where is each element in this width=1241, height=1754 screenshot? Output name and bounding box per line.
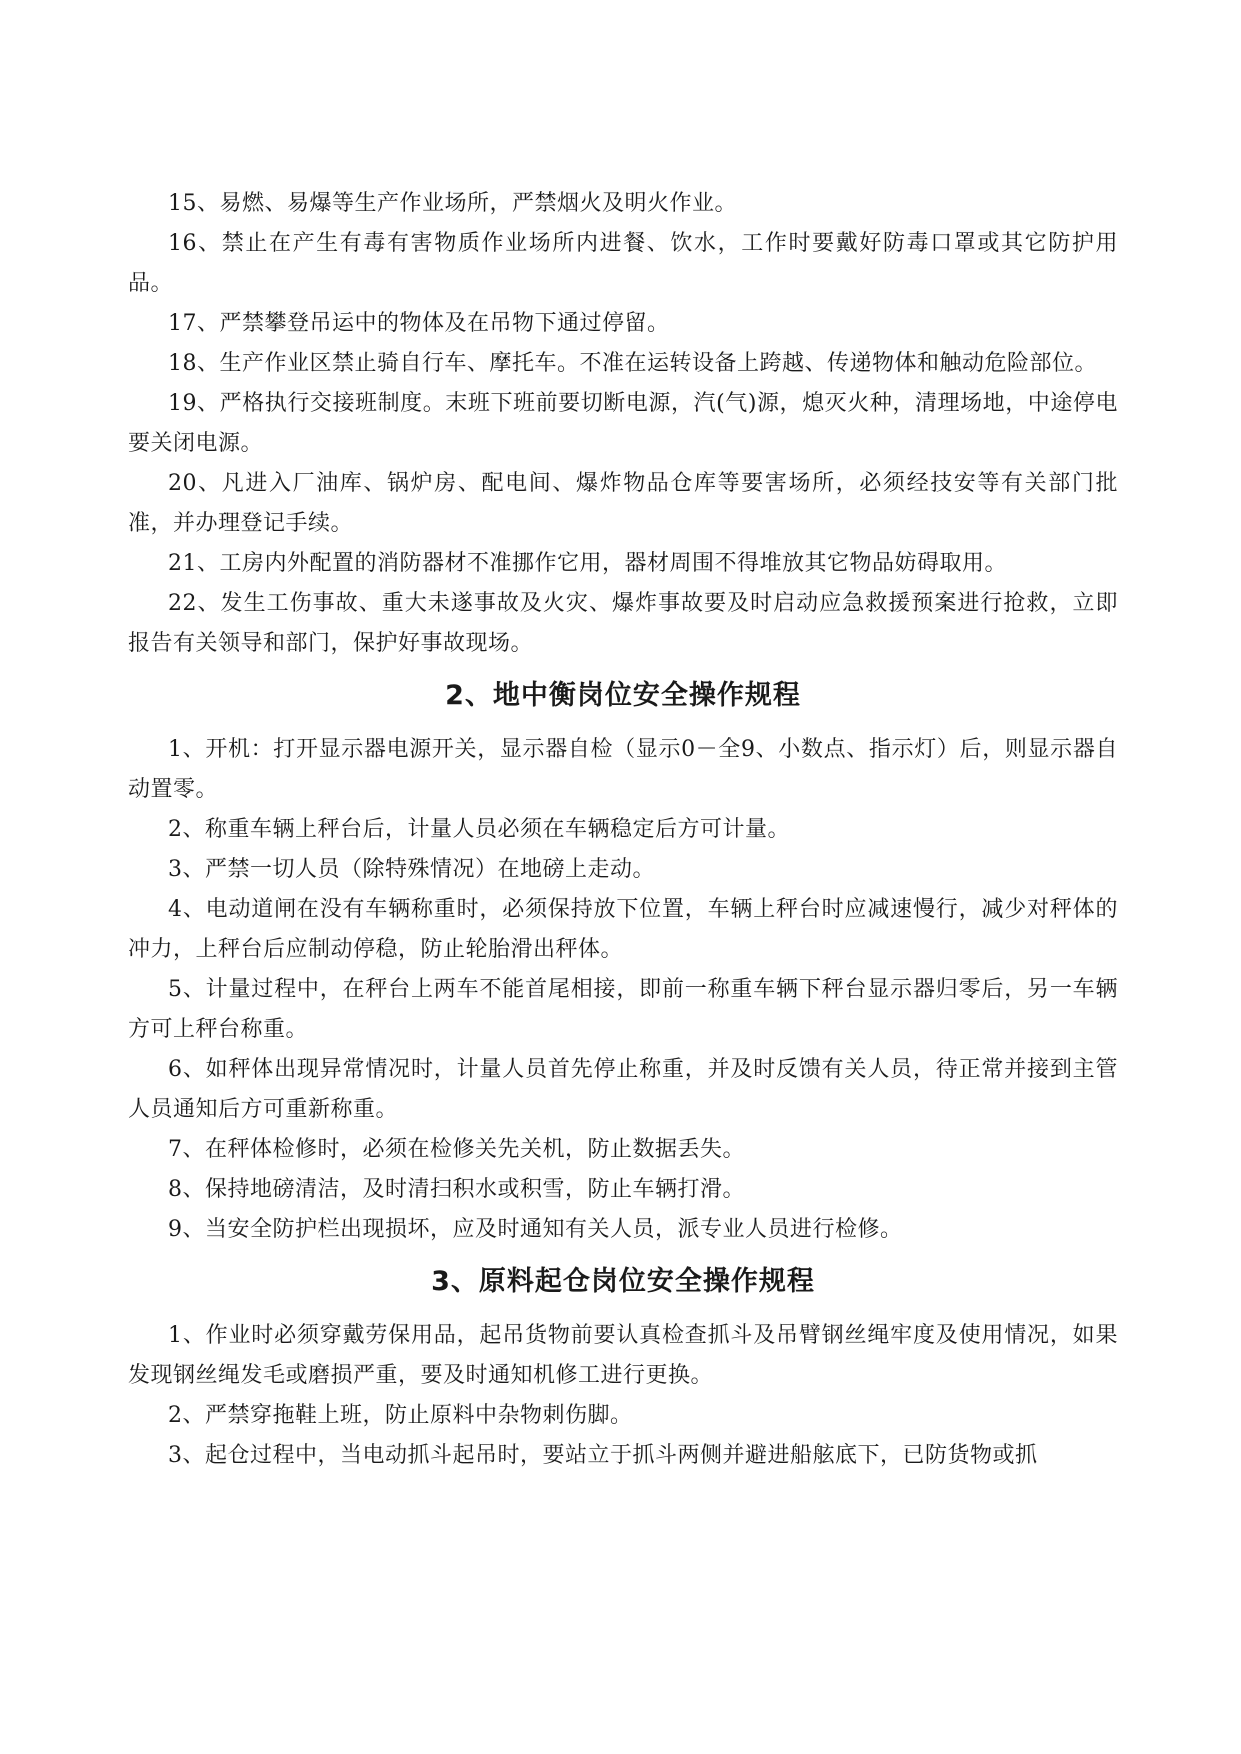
- weighbridge-rule-3: 3、严禁一切人员（除特殊情况）在地磅上走动。: [168, 857, 655, 882]
- rule-18: 18、生产作业区禁止骑自行车、摩托车。不准在运转设备上跨越、传递物体和触动危险部位。: [168, 351, 1097, 376]
- unloading-rule-2: 2、严禁穿拖鞋上班，防止原料中杂物刺伤脚。: [168, 1403, 633, 1428]
- section-3-heading: 3、原料起仓岗位安全操作规程: [431, 1266, 815, 1297]
- rule-20: 20、凡进入厂油库、锅炉房、配电间、爆炸物品仓库等要害场所，必须经技安等有关部门批准，并办理登记手续。: [128, 471, 1118, 536]
- rule-22: 22、发生工伤事故、重大未遂事故及火灾、爆炸事故要及时启动应急救援预案进行抢救，立即报告有关领导和部门，保护好事故现场。: [128, 591, 1118, 656]
- rule-17: 17、严禁攀登吊运中的物体及在吊物下通过停留。: [168, 311, 670, 336]
- weighbridge-rule-4: 4、电动道闸在没有车辆称重时，必须保持放下位置，车辆上秤台时应减速慢行，减少对秤体的冲力，上秤台后应制动停稳，防止轮胎滑出秤体。: [128, 897, 1118, 962]
- section-raw-material-unloading: [128, 1250, 1118, 1476]
- rule-21: 21、工房内外配置的消防器材不准挪作它用，器材周围不得堆放其它物品妨碍取用。: [168, 551, 1007, 576]
- weighbridge-rule-7: 7、在秤体检修时，必须在检修关先关机，防止数据丢失。: [168, 1137, 745, 1162]
- rule-15: 15、易燃、易爆等生产作业场所，严禁烟火及明火作业。: [168, 191, 737, 216]
- weighbridge-rule-2: 2、称重车辆上秤台后，计量人员必须在车辆稳定后方可计量。: [168, 817, 790, 842]
- weighbridge-rule-5: 5、计量过程中，在秤台上两车不能首尾相接，即前一称重车辆下秤台显示器归零后，另一车辆方可上秤台称重。: [128, 977, 1118, 1042]
- rule-16: 16、禁止在产生有毒有害物质作业场所内进餐、饮水，工作时要戴好防毒口罩或其它防护用品。: [128, 231, 1118, 296]
- weighbridge-rule-6: 6、如秤体出现异常情况时，计量人员首先停止称重，并及时反馈有关人员，待正常并接到主管人员通知后方可重新称重。: [128, 1057, 1118, 1122]
- weighbridge-rule-9: 9、当安全防护栏出现损坏，应及时通知有关人员，派专业人员进行检修。: [168, 1217, 903, 1242]
- section-2-heading: 2、地中衡岗位安全操作规程: [445, 680, 801, 711]
- unloading-rule-3: 3、起仓过程中，当电动抓斗起吊时，要站立于抓斗两侧并避进船舷底下，已防货物或抓: [168, 1443, 1038, 1468]
- section-weighbridge: [128, 664, 1118, 1250]
- unloading-rule-1: 1、作业时必须穿戴劳保用品，起吊货物前要认真检查抓斗及吊臂钢丝绳牢度及使用情况，如果发现钢丝绳发毛或磨损严重，要及时通知机修工进行更换。: [128, 1323, 1118, 1388]
- weighbridge-rule-8: 8、保持地磅清洁，及时清扫积水或积雪，防止车辆打滑。: [168, 1177, 745, 1202]
- document-body: [128, 184, 1118, 1476]
- rule-19: 19、严格执行交接班制度。末班下班前要切断电源，汽(气)源，熄灭火种，清理场地，中途停电要关闭电源。: [128, 391, 1118, 456]
- safety-rules-continued: [128, 184, 1118, 664]
- weighbridge-rule-1: 1、开机：打开显示器电源开关，显示器自检（显示0－全9、小数点、指示灯）后，则显示器自动置零。: [128, 737, 1118, 802]
